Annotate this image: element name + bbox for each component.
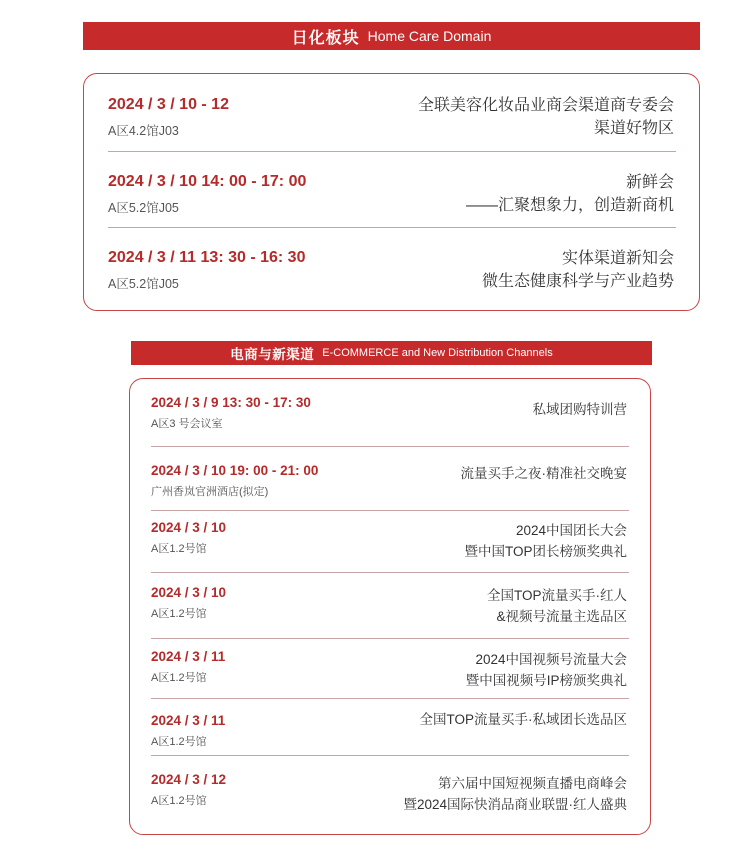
ecommerce-schedule-card [129, 378, 651, 835]
row-divider [151, 755, 629, 756]
event-row [151, 515, 627, 567]
event-date: 2024 / 3 / 12 [151, 772, 227, 787]
event-row [151, 768, 627, 820]
event-date: 2024 / 3 / 10 19: 00 - 21: 00 [151, 463, 319, 478]
row-divider [151, 572, 629, 573]
row-divider [108, 227, 676, 228]
event-row [108, 164, 674, 224]
row-divider [151, 698, 629, 699]
event-venue: A区3 号会议室 [151, 418, 223, 430]
row-divider [151, 446, 629, 447]
event-title-line: 全国TOP流量买手·私域团长选品区 [419, 712, 627, 727]
event-row [151, 644, 627, 696]
event-title-line: 全联美容化妆品业商会渠道商专委会 [417, 97, 674, 114]
event-row [151, 580, 627, 632]
event-title-line: 私域团购特训营 [532, 402, 627, 417]
event-title-line: 渠道好物区 [593, 120, 674, 137]
section-title-en: E-COMMERCE and New Distribution Channels [322, 347, 553, 359]
home-care-schedule-card [83, 73, 700, 311]
event-title-line: 全国TOP流量买手·红人 [486, 588, 627, 603]
event-date: 2024 / 3 / 10 [151, 520, 227, 535]
row-divider [108, 151, 676, 152]
event-venue: A区1.2号馆 [151, 736, 207, 748]
event-venue: A区5.2馆J05 [108, 276, 179, 291]
row-divider [151, 638, 629, 639]
event-date: 2024 / 3 / 11 13: 30 - 16: 30 [108, 248, 306, 266]
event-title-line: 2024中国团长大会 [515, 523, 627, 538]
event-title-line: 微生态健康科学与产业趋势 [481, 273, 674, 290]
event-row [108, 87, 674, 147]
event-title-line: 暨2024国际快消品商业联盟·红人盛典 [403, 797, 627, 812]
section-title-cn: 日化板块 [291, 29, 360, 47]
ecommerce-section-banner [131, 341, 652, 365]
event-venue: A区1.2号馆 [151, 795, 207, 807]
event-venue: A区4.2馆J03 [108, 123, 179, 138]
event-venue: A区1.2号馆 [151, 543, 207, 555]
event-title-line: 暨中国TOP团长榜颁奖典礼 [464, 544, 627, 559]
event-date: 2024 / 3 / 9 13: 30 - 17: 30 [151, 395, 311, 410]
event-venue: A区5.2馆J05 [108, 200, 179, 215]
event-date: 2024 / 3 / 10 - 12 [108, 95, 229, 113]
event-title-line: 实体渠道新知会 [561, 250, 674, 267]
event-title-line: ——汇聚想象力，创造新商机 [465, 197, 674, 214]
event-row [151, 705, 627, 757]
event-row [151, 387, 627, 439]
event-row [151, 455, 627, 507]
event-title-line: 2024中国视频号流量大会 [475, 652, 627, 667]
event-title-line: 第六届中国短视频直播电商峰会 [438, 776, 627, 791]
section-title-cn: 电商与新渠道 [230, 347, 315, 362]
event-venue: 广州香岚官洲酒店(拟定) [151, 486, 269, 498]
event-title-line: 新鲜会 [625, 174, 674, 191]
event-date: 2024 / 3 / 11 [151, 713, 226, 728]
event-date: 2024 / 3 / 10 14: 00 - 17: 00 [108, 172, 307, 190]
event-title-line: 暨中国视频号IP榜颁奖典礼 [465, 673, 627, 688]
event-title-line: 流量买手之夜·精准社交晚宴 [460, 466, 627, 481]
event-venue: A区1.2号馆 [151, 608, 207, 620]
row-divider [151, 510, 629, 511]
event-date: 2024 / 3 / 11 [151, 649, 226, 664]
home-care-section-banner [83, 22, 700, 50]
event-date: 2024 / 3 / 10 [151, 585, 227, 600]
event-venue: A区1.2号馆 [151, 672, 207, 684]
section-title-en: Home Care Domain [367, 28, 492, 44]
event-row [108, 240, 674, 300]
event-title-line: &视频号流量主选品区 [496, 609, 627, 624]
